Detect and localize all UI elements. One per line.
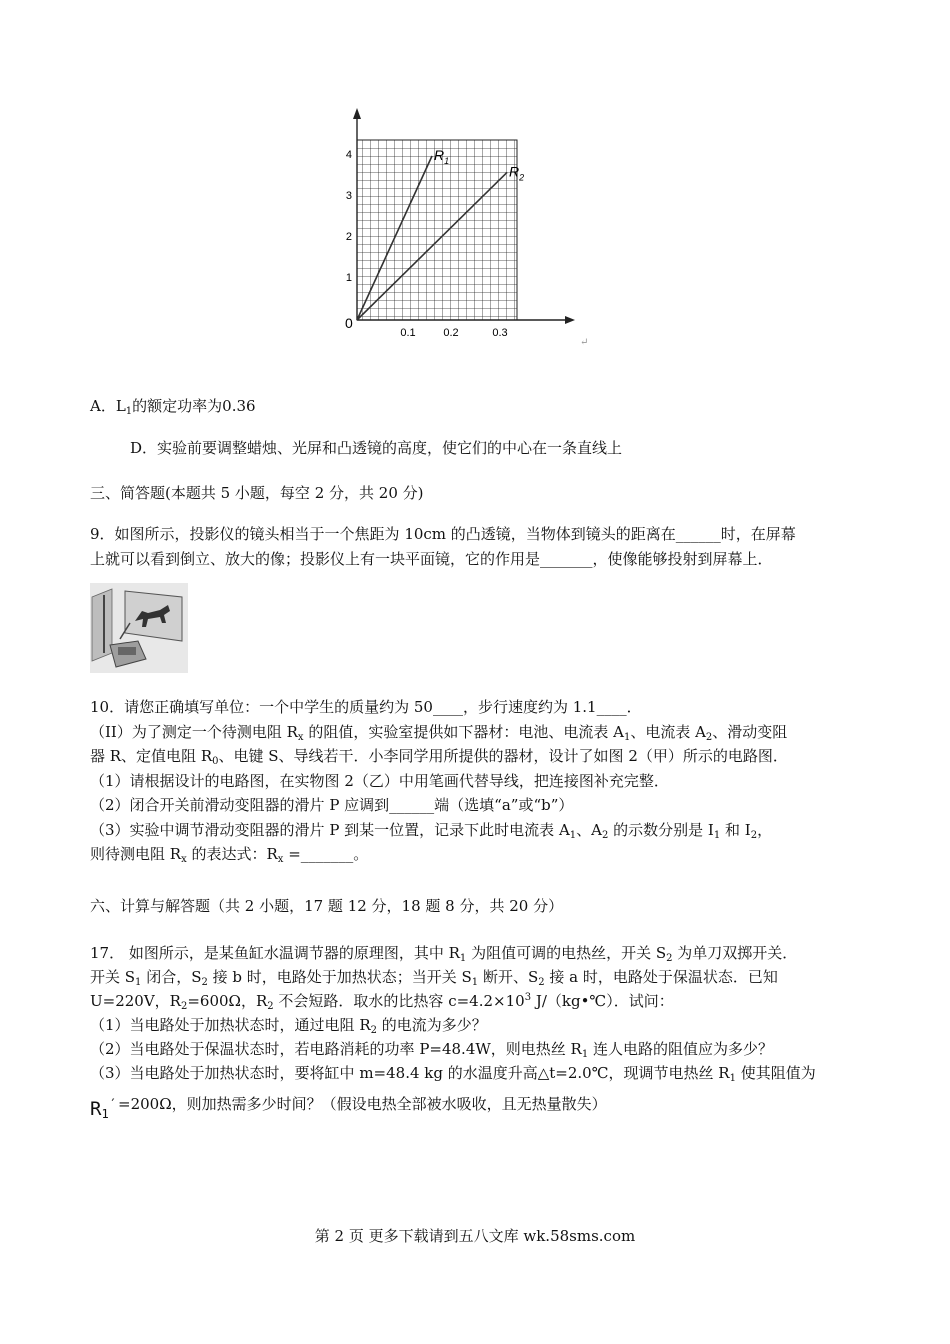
q17-line-last: =200Ω，则加热需多少时间？（假设电热全部被水吸收，且无热量散失） <box>118 1095 607 1113</box>
q10-line: （2）闭合开关前滑动变阻器的滑片 P 应调到______端（选填“a”或“b”） <box>90 796 574 814</box>
section-6-heading: 六、计算与解答题（共 2 小题，17 题 12 分，18 题 8 分，共 20 分） <box>90 897 564 915</box>
page-footer: 第 2 页 更多下载请到五八文库 wk.58sms.com <box>314 1227 636 1245</box>
return-mark: ↵ <box>580 337 589 348</box>
projector-image <box>90 583 188 673</box>
q10-line: （3）实验中调节滑动变阻器的滑片 P 到某一位置，记录下此时电流表 $A_1$、$A_2$ 的示数分别是 $I_1$ 和 $I_2$， <box>90 820 773 841</box>
graph-line-label: $R_2$ <box>509 163 525 183</box>
graph-line-label: $R_1$ <box>434 147 450 166</box>
r1-prime-symbol: $R_1'$ <box>90 1097 118 1121</box>
q17-line: U=220V，$R_2=600\Omega$，$R_2$ 不会短路．取水的比热容 $c=4.2\times 10^3$ J/（kg•℃）．试问： <box>90 992 674 1012</box>
q10-line: 则待测电阻 $R_x$ 的表达式：$R_x$ =_______。 <box>90 845 369 865</box>
y-tick: 4 <box>345 149 352 161</box>
y-tick: 2 <box>345 231 352 243</box>
section-3-heading: 三、简答题(本题共 5 小题，每空 2 分，共 20 分) <box>90 484 424 502</box>
q10-line: （II）为了测定一个待测电阻 $R_x$ 的阻值，实验室提供如下器材：电池、电流表 $A_1$、电流表 $A_2$、滑动变阻 <box>90 722 788 743</box>
x-tick: 0.3 <box>492 327 508 339</box>
grid <box>357 140 517 320</box>
q10-line: 10．请您正确填写单位：一个中学生的质量约为 50____，步行速度约为 1.1____． <box>90 698 642 716</box>
option-a: A．$L_1$的额定功率为0.36 <box>90 397 256 417</box>
x-tick: 0.2 <box>443 327 459 339</box>
x-axis-arrow-icon <box>565 316 575 324</box>
r1-r2-graph <box>330 100 600 350</box>
question-9 <box>90 522 880 572</box>
q10-line: 器 R、定值电阻 $R_0$、电键 S、导线若干．小李同学用所提供的器材，设计了如图 2（甲）所示的电路图． <box>90 747 788 767</box>
y-axis-arrow-icon <box>353 108 361 119</box>
y-tick: 3 <box>345 190 352 202</box>
q10-line: （1）请根据设计的电路图，在实物图 2（乙）中用笔画代替导线，把连接图补充完整． <box>90 771 669 790</box>
origin-label: 0 <box>345 315 353 331</box>
x-tick: 0.1 <box>400 327 416 339</box>
q17-line: （1）当电路处于加热状态时，通过电阻 $R_2$ 的电流为多少？ <box>90 1016 487 1036</box>
q17-line: （3）当电路处于加热状态时，要将缸中 m=48.4 kg 的水温度升高△t=2.0℃，现调节电热丝 $R_1$ 使其阻值为 <box>90 1064 816 1084</box>
q9-line: 9．如图所示，投影仪的镜头相当于一个焦距为 10cm 的凸透镜，当物体到镜头的距离在______时，在屏幕 <box>90 525 796 543</box>
y-tick: 1 <box>345 272 352 284</box>
q17-line: 开关 $S_1$ 闭合，$S_2$ 接 b 时，电路处于加热状态；当开关 $S_1$ 断开、$S_2$ 接 a 时，电路处于保温状态．已知 <box>90 968 778 988</box>
option-d: D．实验前要调整蜡烛、光屏和凸透镜的高度，使它们的中心在一条直线上 <box>130 439 623 457</box>
question-17 <box>90 941 880 1085</box>
q17-line: 17． 如图所示，是某鱼缸水温调节器的原理图，其中 $R_1$ 为阻值可调的电热丝，开关 $S_2$ 为单刀双掷开关． <box>90 944 798 964</box>
question-10 <box>90 695 880 867</box>
q17-line: （2）当电路处于保温状态时，若电路消耗的功率 P=48.4W，则电热丝 $R_1$ 连人电路的阻值应为多少？ <box>90 1040 774 1060</box>
q9-line: 上就可以看到倒立、放大的像；投影仪上有一块平面镜，它的作用是_______，使像能够投射到屏幕上． <box>90 550 773 568</box>
